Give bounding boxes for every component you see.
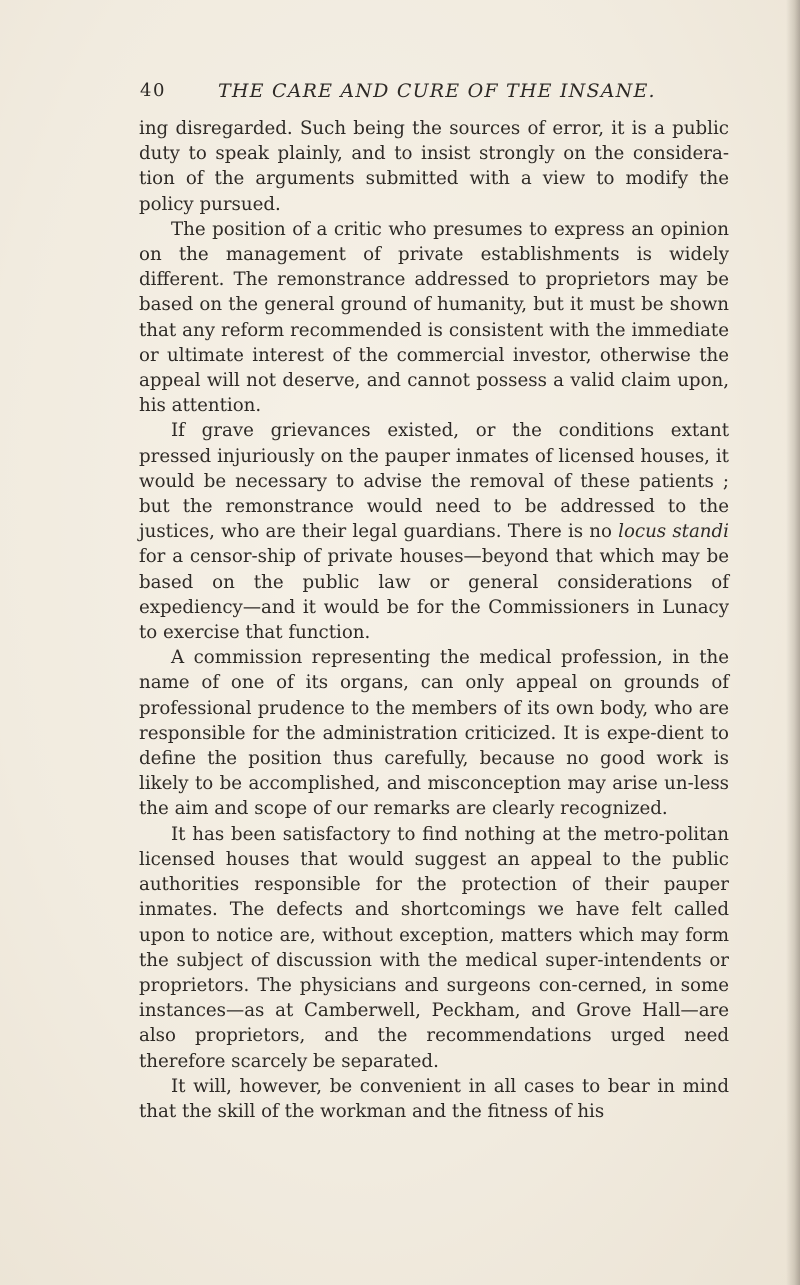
page-number: 40 xyxy=(140,80,166,101)
body-text xyxy=(139,116,729,1124)
page-edge-shadow xyxy=(786,0,800,1285)
paragraph: ing disregarded. Such being the sources of error, it is a public duty to speak plainly, and to insist strongly on the considera-tion of the arguments submitted with a view to modify the policy pursued. xyxy=(139,118,729,215)
page-header xyxy=(140,80,740,110)
latin-phrase: locus standi xyxy=(618,521,729,543)
paragraph: The position of a critic who presumes to express an opinion on the management of private establishments is widely different. The remonstrance addressed to proprietors may be based on the general ground of humanity, but it must be shown that any reform recommended is consistent with the immediate or ultimate interest of the commercial investor, otherwise the appeal will not deserve, and cannot possess a valid claim upon, his attention. xyxy=(139,218,729,417)
running-title: THE CARE AND CURE OF THE INSANE. xyxy=(218,80,656,102)
paragraph: It will, however, be convenient in all cases to bear in mind that the skill of the workman and the fitness of his xyxy=(139,1075,729,1122)
paragraph-text: If grave grievances existed, or the conditions extant pressed injuriously on the pauper inmates of licensed houses, it would be necessary to advise the removal of these patients ; but the remonstrance would need to be addressed to the justices, who are their legal guardians. There is no xyxy=(139,420,729,543)
paragraph xyxy=(139,418,729,645)
paragraph: It has been satisfactory to find nothing at the metro-politan licensed houses that would suggest an appeal to the public authorities responsible for the protection of their pauper inmates. The defects and shortcomings we have felt called upon to notice are, without exception, matters which may form the subject of discussion with the medical super-intendents or proprietors. The physicians and surgeons con-cerned, in some instances—as at Camberwell, Peckham, and Grove Hall—are also proprietors, and the recommendations urged need therefore scarcely be separated. xyxy=(139,823,729,1072)
paragraph: A commission representing the medical profession, in the name of one of its organs, can only appeal on grounds of professional prudence to the members of its own body, who are responsible for the administration criticized. It is expe-dient to define the position thus carefully, because no good work is likely to be accomplished, and misconception may arise un-less the aim and scope of our remarks are clearly recognized. xyxy=(139,647,729,820)
paragraph-text: for a censor-ship of private houses—beyond that which may be based on the public law or general considerations of expediency—and it would be for the Commissioners in Lunacy to exercise that function. xyxy=(139,546,729,644)
